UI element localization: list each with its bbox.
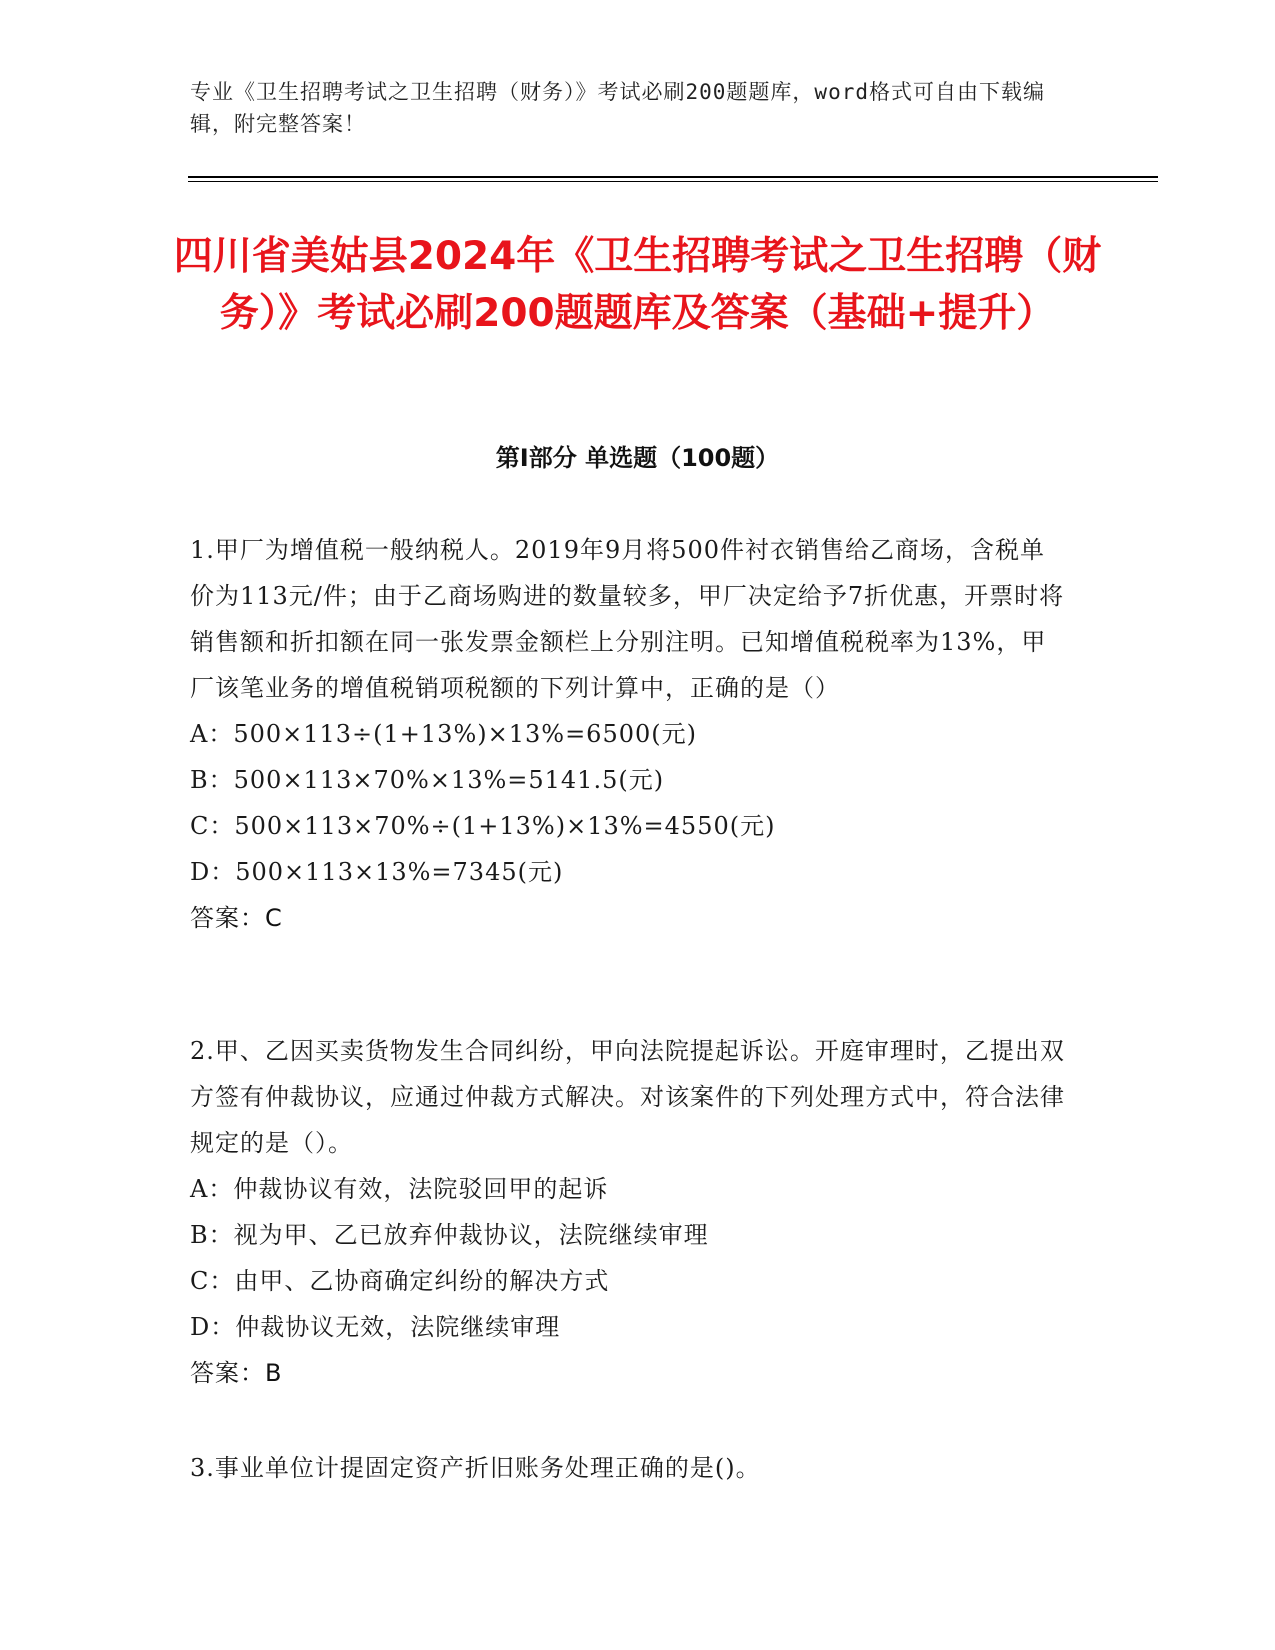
question-stem: 2.甲、乙因买卖货物发生合同纠纷，甲向法院提起诉讼。开庭审理时，乙提出双方签有仲裁协议，应通过仲裁方式解决。对该案件的下列处理方式中，符合法律规定的是（）。 xyxy=(190,1037,1065,1157)
option-c: C：由甲、乙协商确定纠纷的解决方式 xyxy=(190,1267,610,1295)
question-stem: 1.甲厂为增值税一般纳税人。2019年9月将500件衬衣销售给乙商场，含税单价为113元/件；由于乙商场购进的数量较多，甲厂决定给予7折优惠，开票时将销售额和折扣额在同一张发票金额栏上分别注明。已知增值税税率为13%，甲厂该笔业务的增值税销项税额的下列计算中，正确的是（） xyxy=(190,536,1065,702)
question-stem: 3.事业单位计提固定资产折旧账务处理正确的是()。 xyxy=(190,1454,761,1482)
section-heading: 第Ⅰ部分 单选题（100题） xyxy=(495,444,780,472)
header-divider-thin xyxy=(188,181,1158,182)
option-c: C：500×113×70%÷(1+13%)×13%=4550(元) xyxy=(190,812,776,840)
header-divider-thick xyxy=(188,176,1158,178)
option-d: D：仲裁协议无效，法院继续审理 xyxy=(190,1313,561,1341)
answer-line: 答案：B xyxy=(190,1359,283,1387)
question-1 xyxy=(190,527,1070,941)
option-d: D：500×113×13%=7345(元) xyxy=(190,858,564,886)
option-a: A：500×113÷(1+13%)×13%=6500(元) xyxy=(190,720,697,748)
option-a: A：仲裁协议有效，法院驳回甲的起诉 xyxy=(190,1175,609,1203)
answer-line: 答案：C xyxy=(190,904,283,932)
header-note: 专业《卫生招聘考试之卫生招聘（财务）》考试必刷200题题库，word格式可自由下载编辑，附完整答案！ xyxy=(190,80,1045,136)
option-b: B：500×113×70%×13%=5141.5(元) xyxy=(190,766,665,794)
question-2 xyxy=(190,1028,1070,1396)
option-b: B：视为甲、乙已放弃仲裁协议，法院继续审理 xyxy=(190,1221,709,1249)
question-3 xyxy=(190,1445,1070,1491)
document-title: 四川省美姑县2024年《卫生招聘考试之卫生招聘（财务）》考试必刷200题题库及答案（基础+提升） xyxy=(173,234,1102,336)
